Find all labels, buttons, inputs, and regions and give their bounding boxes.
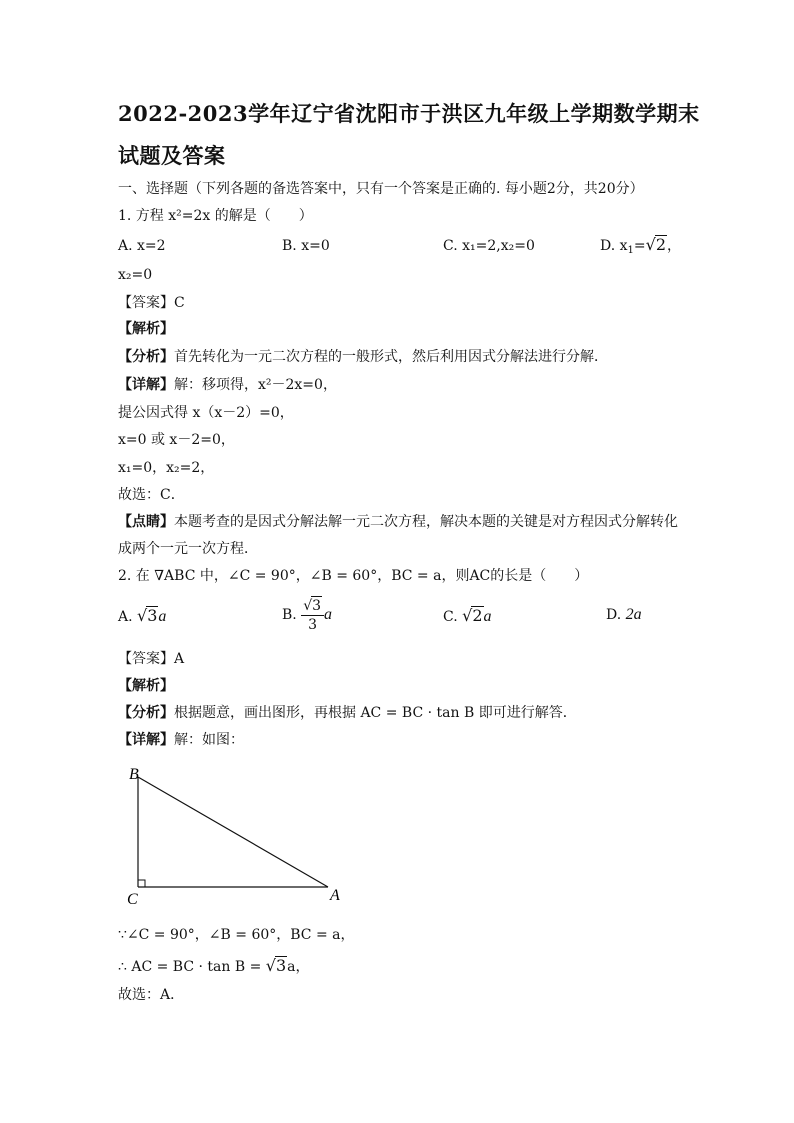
- q2-option-b-fraction: [301, 596, 324, 634]
- right-angle-marker: [138, 880, 145, 887]
- q2-xiangjie-tag: 【详解】: [118, 732, 174, 748]
- q2-therefore-suffix: a，: [287, 959, 310, 975]
- q1-option-d: [600, 235, 681, 260]
- q1-step3: x₁=0，x₂=2，: [118, 460, 215, 476]
- q2-option-b: [282, 596, 332, 634]
- q2-analysis-heading: 【解析】: [118, 678, 174, 694]
- vertex-label-c: C: [127, 891, 138, 908]
- q2-option-a: [118, 606, 166, 626]
- q2-xiangjie-text: 解：如图：: [174, 732, 244, 748]
- q2-because: ∵∠C = 90°，∠B = 60°，BC = a，: [118, 927, 355, 943]
- q2-option-b-var: a: [324, 606, 333, 623]
- doc-title-line2: 试题及答案: [118, 143, 226, 168]
- vertex-label-b: B: [129, 766, 139, 783]
- q2-option-c: [443, 606, 492, 626]
- radical-sign: √: [303, 598, 313, 614]
- q1-step2: x=0 或 x－2=0，: [118, 432, 235, 448]
- q2-therefore-radicand: 3: [275, 956, 287, 975]
- q1-dianjing-line2: 成两个一元一次方程．: [118, 541, 258, 557]
- q2-fenxi: [118, 704, 577, 722]
- q2-option-a-label: A.: [118, 609, 133, 625]
- q2-option-b-numerator: [301, 596, 324, 616]
- q2-option-d-label: D.: [606, 607, 622, 623]
- q2-option-b-radicand: 3: [312, 598, 322, 614]
- q2-xiangjie: [118, 731, 244, 749]
- q2-fenxi-tag: 【分析】: [118, 705, 174, 721]
- vertex-label-a: A: [330, 887, 340, 904]
- q1-choice: 故选：C．: [118, 487, 185, 503]
- q2-therefore: [118, 956, 310, 976]
- q2-therefore-prefix: ∴ AC = BC · tan B =: [118, 959, 266, 975]
- triangle-figure: [118, 760, 358, 910]
- q1-fenxi-tag: 【分析】: [118, 349, 174, 365]
- q1-dianjing: [118, 513, 678, 531]
- radical-sign: √: [137, 606, 148, 625]
- q1-step1: 提公因式得 x（x－2）=0，: [118, 405, 294, 421]
- q2-option-d: [606, 606, 642, 624]
- q1-analysis-heading: 【解析】: [118, 321, 174, 337]
- q2-option-c-radicand: 2: [472, 606, 483, 625]
- q1-xiangjie-tag: 【详解】: [118, 377, 174, 393]
- radical-sign: √: [265, 956, 276, 975]
- q2-answer: 【答案】A: [118, 651, 185, 667]
- q1-answer: 【答案】C: [118, 295, 185, 311]
- q1-option-d-prefix: D. x: [600, 238, 628, 254]
- q2-choice: 故选：A．: [118, 987, 185, 1003]
- q2-fenxi-text: 根据题意，画出图形，再根据 AC = BC · tan B 即可进行解答．: [174, 705, 577, 721]
- q1-dianjing-tag: 【点睛】: [118, 514, 174, 530]
- q2-option-d-value: 2a: [625, 606, 642, 623]
- q1-option-c: C. x₁=2,x₂=0: [443, 238, 535, 254]
- q1-dianjing-text: 本题考查的是因式分解法解一元二次方程，解决本题的关键是对方程因式分解转化: [174, 514, 678, 530]
- q2-option-c-var: a: [483, 608, 492, 625]
- triangle-side-ab: [138, 777, 328, 887]
- q1-stem: 1. 方程 x²=2x 的解是（ ）: [118, 208, 313, 224]
- q2-option-a-var: a: [158, 608, 167, 625]
- q1-option-d-line2: x₂=0: [118, 267, 153, 283]
- q1-option-d-radicand: 2: [655, 235, 667, 254]
- q1-xiangjie: [118, 376, 337, 394]
- section-heading: 一、选择题（下列各题的备选答案中，只有一个答案是正确的. 每小题2分，共20分）: [118, 181, 644, 197]
- radical-sign: √: [645, 235, 656, 254]
- q2-option-c-label: C.: [443, 609, 458, 625]
- q1-fenxi: [118, 348, 608, 366]
- doc-title-line1: 2022-2023学年辽宁省沈阳市于洪区九年级上学期数学期末: [118, 101, 700, 126]
- q1-option-b: B. x=0: [282, 238, 330, 254]
- q2-stem: 2. 在 ∇ABC 中，∠C = 90°，∠B = 60°，BC = a，则AC的长是（ ）: [118, 568, 589, 584]
- q2-option-b-denominator: 3: [308, 617, 318, 633]
- q1-option-d-eq: =: [633, 238, 646, 254]
- q2-option-a-radicand: 3: [147, 606, 158, 625]
- radical-sign: √: [462, 606, 473, 625]
- q1-option-d-sub: 1: [627, 245, 634, 256]
- q2-option-b-label: B.: [282, 607, 297, 623]
- q1-option-a: A. x=2: [118, 238, 166, 254]
- q1-option-d-comma: ，: [667, 238, 682, 254]
- q1-fenxi-text: 首先转化为一元二次方程的一般形式，然后利用因式分解法进行分解．: [174, 349, 608, 365]
- q1-xiangjie-text: 解：移项得，x²－2x=0，: [174, 377, 337, 393]
